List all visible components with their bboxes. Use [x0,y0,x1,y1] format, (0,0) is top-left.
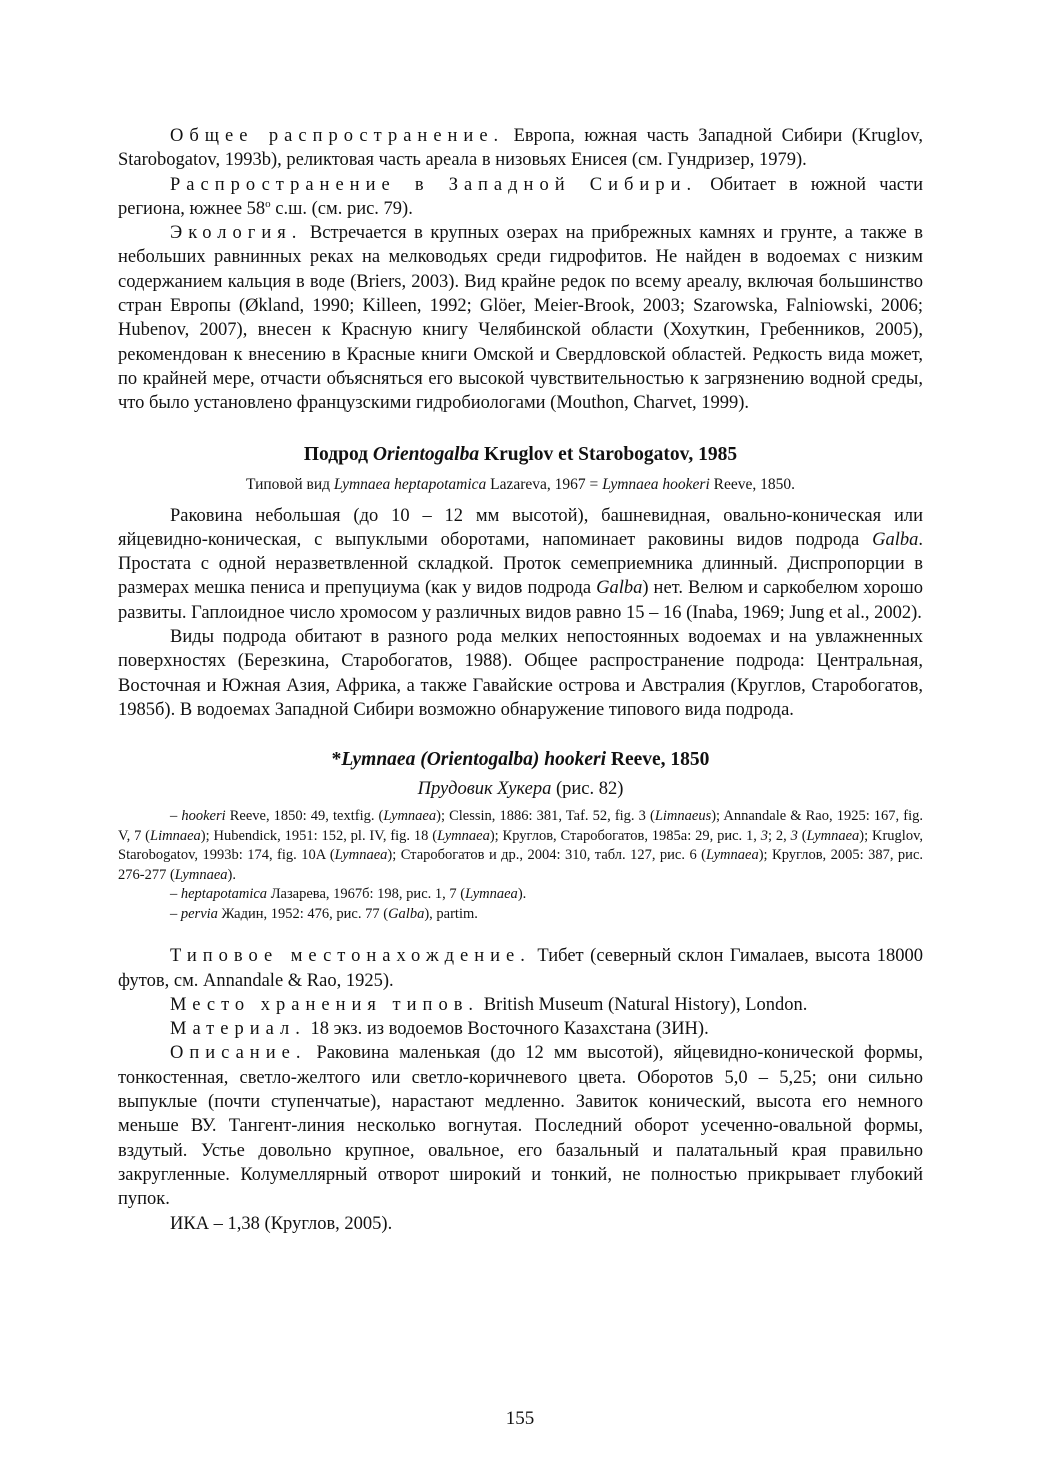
section-term: Материал. [170,1019,306,1040]
paragraph-text: Обитает в южной части региона, южнее 58 [118,174,923,219]
section-term: Распространение в Западной Сибири. [170,174,698,195]
general-distribution-paragraph [118,124,923,173]
material-paragraph [118,1017,923,1041]
description-paragraph [118,1041,923,1211]
text: Lazareva, 1967 = [486,475,603,493]
type-depository-paragraph [118,993,923,1017]
heading-text: Подрод [303,443,373,465]
text: Типовой вид [245,475,334,493]
paragraph-text: 18 экз. из водоемов Восточного Казахстана (ЗИН). [305,1019,709,1040]
taxon: Lymnaea hookeri [602,475,710,493]
taxon: Galba [596,578,643,599]
taxon: Galba [872,529,919,550]
page-body [118,124,923,1236]
section-term: Место хранения типов. [170,994,480,1015]
paragraph-text: Раковина маленькая (до 12 мм высотой), яйцевидно-конической формы, тонкостенная, светло-желтого или светло-коричневого цвета. Оборотов 5,0 – 5,25; они сильно выпуклые (почти ступенчатые), нарастают медленно. Завиток конический, высота его немного меньше ВУ. Тангент-линия несколько вогнутая. Последний оборот усеченно-овальной формы, вздутый. Устье довольно крупное, овальное, его базальный и палатальный края правильно закругленные. Колумеллярный отворот широкий и тонкий, не полностью прикрывает глубокий пупок. [118,1043,923,1210]
synonymy-block [118,807,923,924]
paragraph-text: Раковина небольшая (до 10 – 12 мм высотой), башневидная, овально-коническая или яйцевидно-коническая, с выпуклыми оборотами, напоминает раковины видов подрода [118,505,923,550]
taxon: Lymnaea heptapotamica [333,475,487,493]
paragraph-text: British Museum (Natural History), London. [479,994,808,1015]
section-term: Общее распространение. [170,126,505,146]
subgenus-heading [118,442,923,468]
synonymy-entry: – heptapotamica Лазарева, 1967б: 198, рис. 1, 7 (Lymnaea). [170,886,527,903]
ika-paragraph: ИКА – 1,38 (Круглов, 2005). [170,1213,393,1234]
text: Reeve, 1850. [709,475,796,493]
heading-text: Kruglov et Starobogatov, 1985 [479,443,738,465]
paragraph-text: Встречается в крупных озерах на прибрежных камнях и грунте, а также в небольших равнинных реках на мелководьях среди гидрофитов. Не найден в водоемах с низким содержанием кальция в воде (Briers, 2003). Вид крайне редок по всему ареалу, включая большинство стран Европы (Økland, 1990; Killeen, 1992; Glöer, Meier-Brook, 2003; Szarowska, Falniowski, 2006; Hubenov, 2007), внесен к Красную книгу Челябинской области (Хохуткин, Гребенников, 2005), рекомендован к внесению в Красные книги Омской и Свердловской областей. Редкость вида может, по крайней мере, отчасти объясняться его высокой чувствительностью к загрязнению водной среды, что было установлено французскими гидробиологами (Mouthon, Charvet, 1999). [118,223,923,414]
heading-text: * [331,749,342,771]
type-species-line [118,474,923,496]
paragraph-text: ) нет. Велюм и саркобелюм хорошо развиты. Гаплоидное число хромосом у различных видов равно 15 – 16 (Inaba, 1969; Jung et al., 2002). [118,578,923,623]
paragraph-text: Европа, южная часть Западной Сибири (Kruglov, Starobogatov, 1993b), реликтовая часть ареала в низовьях Енисея (см. Гундризер, 1979). [118,126,923,171]
degree-sign: o [265,197,271,210]
paragraph-text: . Простата с одной неразветвленной складкой. Проток семеприемника длинный. Диспропорции в размерах мешка пениса и препуциума (как у видов подрода [118,529,923,599]
type-locality-paragraph [118,944,923,993]
section-term: Описание. [170,1043,307,1064]
species-heading [118,747,923,773]
figure-ref: (рис. 82) [551,779,624,800]
heading-taxon: Lymnaea (Orientogalba) hookeri [341,749,606,771]
heading-text: Reeve, 1850 [606,749,710,771]
subgenus-description-paragraph [118,504,923,625]
subgenus-habitat-paragraph: Виды подрода обитают в разного рода мелких непостоянных водоемах и на увлажненных поверхностях (Березкина, Старобогатов, 1988). Общее распространение подрода: Центральная, Восточная и Южная Азия, Африка, а также Гавайские острова и Австралия (Круглов, Старобогатов, 1985б). В водоемах Западной Сибири возможно обнаружение типового вида подрода. [118,627,923,720]
paragraph-text: с.ш. (см. рис. 79). [270,198,413,219]
page-number: 155 [505,1408,535,1429]
ecology-paragraph [118,221,923,415]
heading-taxon: Orientogalba [372,443,480,465]
section-term: Типовое местонахождение. [170,946,531,967]
west-siberia-distribution-paragraph [118,173,923,222]
section-term: Экология. [170,223,303,244]
synonymy-entry: – hookeri Reeve, 1850: 49, textfig. (Lymnaea); Clessin, 1886: 381, Taf. 52, fig. 3 (Limnaeus); Annandale & Rao, 1925: 167, fig. V, 7 (Limnaea); Hubendick, 1951: 152, pl. IV, fig. 18 (Lymnaea); Круглов, Старобогатов, 1985а: 29, рис. 1, 3; 2, 3 (Lymnaea); Kruglov, Starobogatov, 1993b: 174, fig. 10A (Lymnaea); Старобогатов и др., 2004: 310, табл. 127, рис. 6 (Lymnaea); Круглов, 2005: 387, рис. 276-277 (Lymnaea). [118,808,924,883]
species-common-name [118,777,923,801]
synonymy-entry: – pervia Жадин, 1952: 476, рис. 77 (Galba), partim. [170,905,478,922]
common-name: Прудовик Хукера [417,779,552,800]
paragraph-text: Тибет (северный склон Гималаев, высота 18000 футов, см. Annandale & Rao, 1925). [118,946,923,991]
